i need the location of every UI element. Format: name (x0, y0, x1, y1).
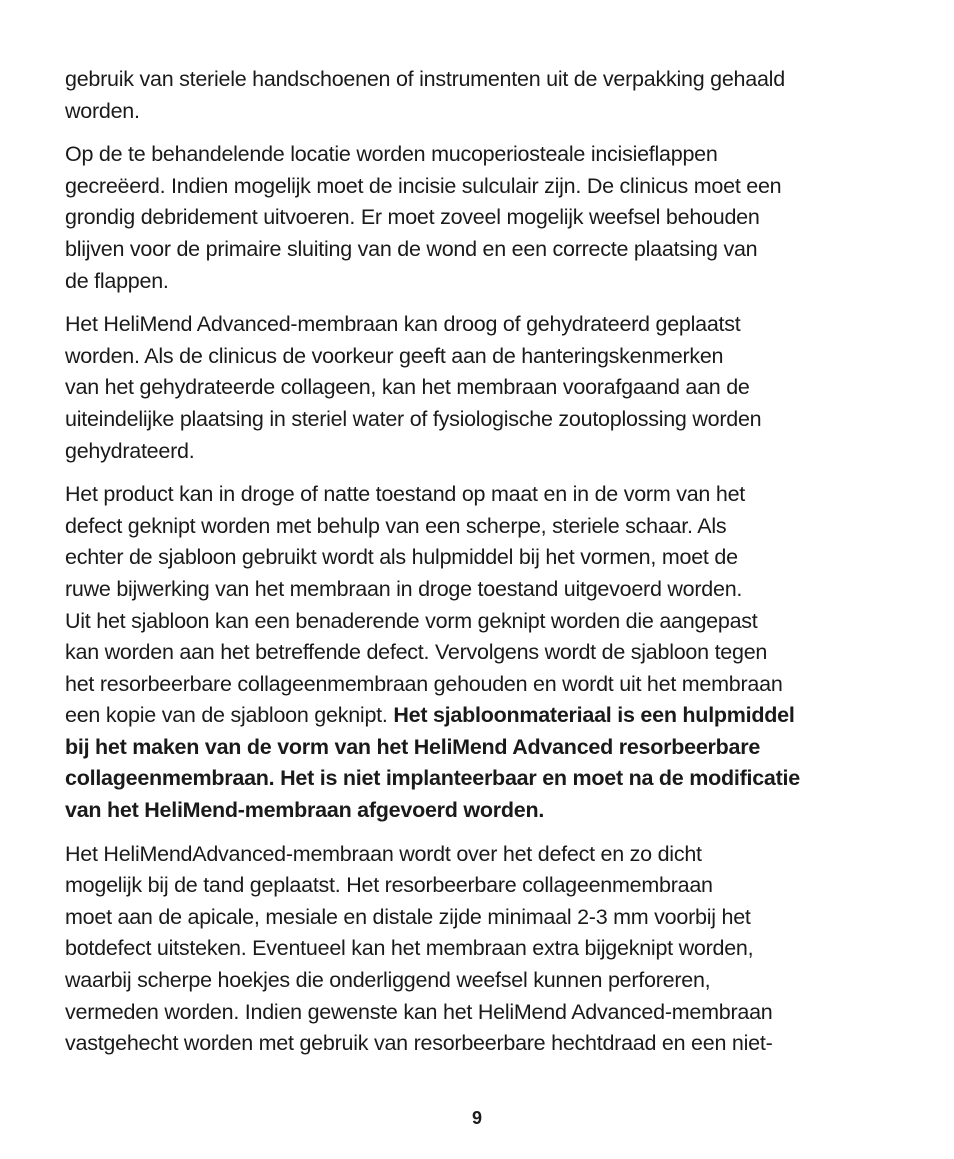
text-segment: worden. (65, 98, 140, 123)
text-segment: grondig debridement uitvoeren. Er moet zoveel mogelijk weefsel behouden (65, 205, 760, 230)
text-segment: Het HeliMendAdvanced-membraan wordt over het defect en zo dicht (65, 841, 702, 866)
text-segment: worden. Als de clinicus de voorkeur geeft aan de hanteringskenmerken (65, 343, 724, 368)
bold-text-segment: Het sjabloonmateriaal is een hulpmiddel (393, 703, 795, 728)
text-segment: waarbij scherpe hoekjes die onderliggend weefsel kunnen perforeren, (65, 968, 711, 993)
text-segment: het resorbeerbare collageenmembraan gehouden en wordt uit het membraan (65, 671, 783, 696)
text-line (65, 700, 895, 732)
bold-text-segment: van het HeliMend-membraan afgevoerd worden. (65, 798, 545, 823)
text-line (65, 965, 895, 997)
text-segment: Uit het sjabloon kan een benaderende vorm geknipt worden die aangepast (65, 608, 758, 633)
document-page (65, 64, 895, 1072)
text-line (65, 96, 895, 128)
text-line (65, 870, 895, 902)
text-line (65, 574, 895, 606)
text-line (65, 266, 895, 298)
text-line (65, 1028, 895, 1060)
text-line (65, 511, 895, 543)
text-segment: Het HeliMend Advanced-membraan kan droog of gehydrateerd geplaatst (65, 312, 741, 337)
text-line (65, 795, 895, 827)
text-line (65, 637, 895, 669)
text-segment: vastgehecht worden met gebruik van resorbeerbare hechtdraad en een niet- (65, 1031, 773, 1056)
text-line (65, 542, 895, 574)
text-line (65, 933, 895, 965)
text-line (65, 372, 895, 404)
paragraph (65, 64, 895, 127)
text-line (65, 669, 895, 701)
text-segment: mogelijk bij de tand geplaatst. Het resorbeerbare collageenmembraan (65, 873, 713, 898)
text-segment: kan worden aan het betreffende defect. Vervolgens wordt de sjabloon tegen (65, 640, 768, 665)
bold-text-segment: bij het maken van de vorm van het HeliMend Advanced resorbeerbare (65, 734, 761, 759)
text-line (65, 404, 895, 436)
text-line (65, 139, 895, 171)
text-line (65, 606, 895, 638)
text-line (65, 479, 895, 511)
text-line (65, 997, 895, 1029)
text-line (65, 64, 895, 96)
text-line (65, 171, 895, 203)
text-segment: defect geknipt worden met behulp van een scherpe, steriele schaar. Als (65, 513, 727, 538)
body-text (65, 64, 895, 1060)
text-segment: vermeden worden. Indien gewenste kan het HeliMend Advanced-membraan (65, 999, 773, 1024)
text-line (65, 309, 895, 341)
paragraph (65, 309, 895, 467)
text-segment: een kopie van de sjabloon geknipt. (65, 703, 394, 728)
text-line (65, 202, 895, 234)
bold-text-segment: collageenmembraan. Het is niet implanteerbaar en moet na de modificatie (65, 766, 800, 791)
text-segment: gebruik van steriele handschoenen of instrumenten uit de verpakking gehaald (65, 67, 785, 91)
text-segment: gecreëerd. Indien mogelijk moet de incisie sulculair zijn. De clinicus moet een (65, 173, 782, 198)
text-segment: de flappen. (65, 268, 169, 293)
paragraph (65, 479, 895, 827)
text-line (65, 436, 895, 468)
text-segment: uiteindelijke plaatsing in steriel water of fysiologische zoutoplossing worden (65, 406, 762, 431)
text-line (65, 732, 895, 764)
text-segment: gehydrateerd. (65, 438, 195, 463)
text-line (65, 839, 895, 871)
text-line (65, 341, 895, 373)
text-segment: Het product kan in droge of natte toestand op maat en in de vorm van het (65, 482, 745, 507)
text-segment: botdefect uitsteken. Eventueel kan het membraan extra bijgeknipt worden, (65, 936, 754, 961)
text-segment: Op de te behandelende locatie worden mucoperiosteale incisieflappen (65, 142, 718, 167)
page-number: 9 (471, 1108, 482, 1128)
text-line (65, 234, 895, 266)
text-line (65, 902, 895, 934)
text-segment: ruwe bijwerking van het membraan in droge toestand uitgevoerd worden. (65, 576, 743, 601)
text-segment: van het gehydrateerde collageen, kan het membraan voorafgaand aan de (65, 375, 750, 400)
paragraph (65, 139, 895, 297)
text-segment: blijven voor de primaire sluiting van de wond en een correcte plaatsing van (65, 236, 758, 261)
paragraph (65, 839, 895, 1060)
text-segment: moet aan de apicale, mesiale en distale zijde minimaal 2-3 mm voorbij het (65, 904, 751, 929)
text-segment: echter de sjabloon gebruikt wordt als hulpmiddel bij het vormen, moet de (65, 545, 738, 570)
text-line (65, 763, 895, 795)
